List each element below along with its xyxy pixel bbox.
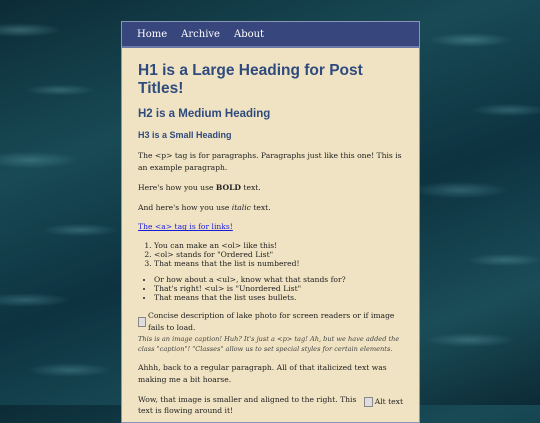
heading-h2: H2 is a Medium Heading (138, 107, 271, 120)
unordered-list-item: • That means that the list uses bullets. (154, 293, 403, 302)
unordered-list (138, 275, 403, 302)
float-image-alt-text: Alt text (374, 396, 403, 406)
bold-pre-text: Here's how you use (138, 182, 216, 192)
unordered-list-item: • That's right! <ul> is "Unordered List" (154, 284, 403, 293)
ordered-list-item: 3. That means that the list is numbered! (154, 259, 403, 268)
nav-archive-link[interactable]: Archive (181, 28, 220, 40)
nav-home-link[interactable]: Home (137, 28, 168, 40)
nav-about-link[interactable]: About (233, 28, 265, 40)
bold-post-text: text. (241, 182, 261, 192)
example-link[interactable]: The <a> tag is for links! (138, 222, 233, 232)
float-paragraph: Wow, that image is smaller and aligned to the right. This text is flowing around it! (138, 394, 357, 416)
float-image (364, 396, 403, 408)
image-caption: This is an image caption! Huh? It's just a <p> tag! Ah, but we have added the class "caption"! "Classes" allow us to set special styles for certain elements. (138, 335, 400, 354)
regular-paragraph: Ahhh, back to a regular paragraph. All of that italicized text was making me a bit hoarse. (138, 363, 387, 384)
italic-post-text: text. (250, 202, 271, 212)
intro-paragraph: The <p> tag is for paragraphs. Paragraphs just like this one! This is an example paragraph. (138, 151, 402, 173)
page-container (121, 21, 420, 423)
link-paragraph (138, 221, 403, 233)
broken-image-icon (364, 397, 373, 407)
unordered-list-item: • Or how about a <ul>, know what that stands for? (154, 275, 403, 284)
italic-paragraph (138, 202, 403, 214)
post-content (122, 48, 419, 417)
ordered-list-item: 2. <ol> stands for "Ordered List" (154, 250, 403, 259)
italic-word: italic (231, 202, 251, 212)
nav-bar (122, 22, 419, 48)
broken-image-icon (138, 317, 146, 327)
italic-pre-text: And here's how you use (138, 202, 232, 212)
bold-paragraph (138, 182, 403, 194)
post-title-h1: H1 is a Large Heading for Post Titles! (138, 62, 363, 97)
lake-image (138, 310, 403, 334)
ordered-list (138, 241, 403, 268)
ordered-list-item: 1. You can make an <ol> like this! (154, 241, 403, 250)
bold-word: BOLD (215, 182, 241, 192)
lake-image-alt-text: Concise description of lake photo for screen readers or if image fails to load. (148, 310, 395, 332)
heading-h3: H3 is a Small Heading (138, 130, 232, 141)
